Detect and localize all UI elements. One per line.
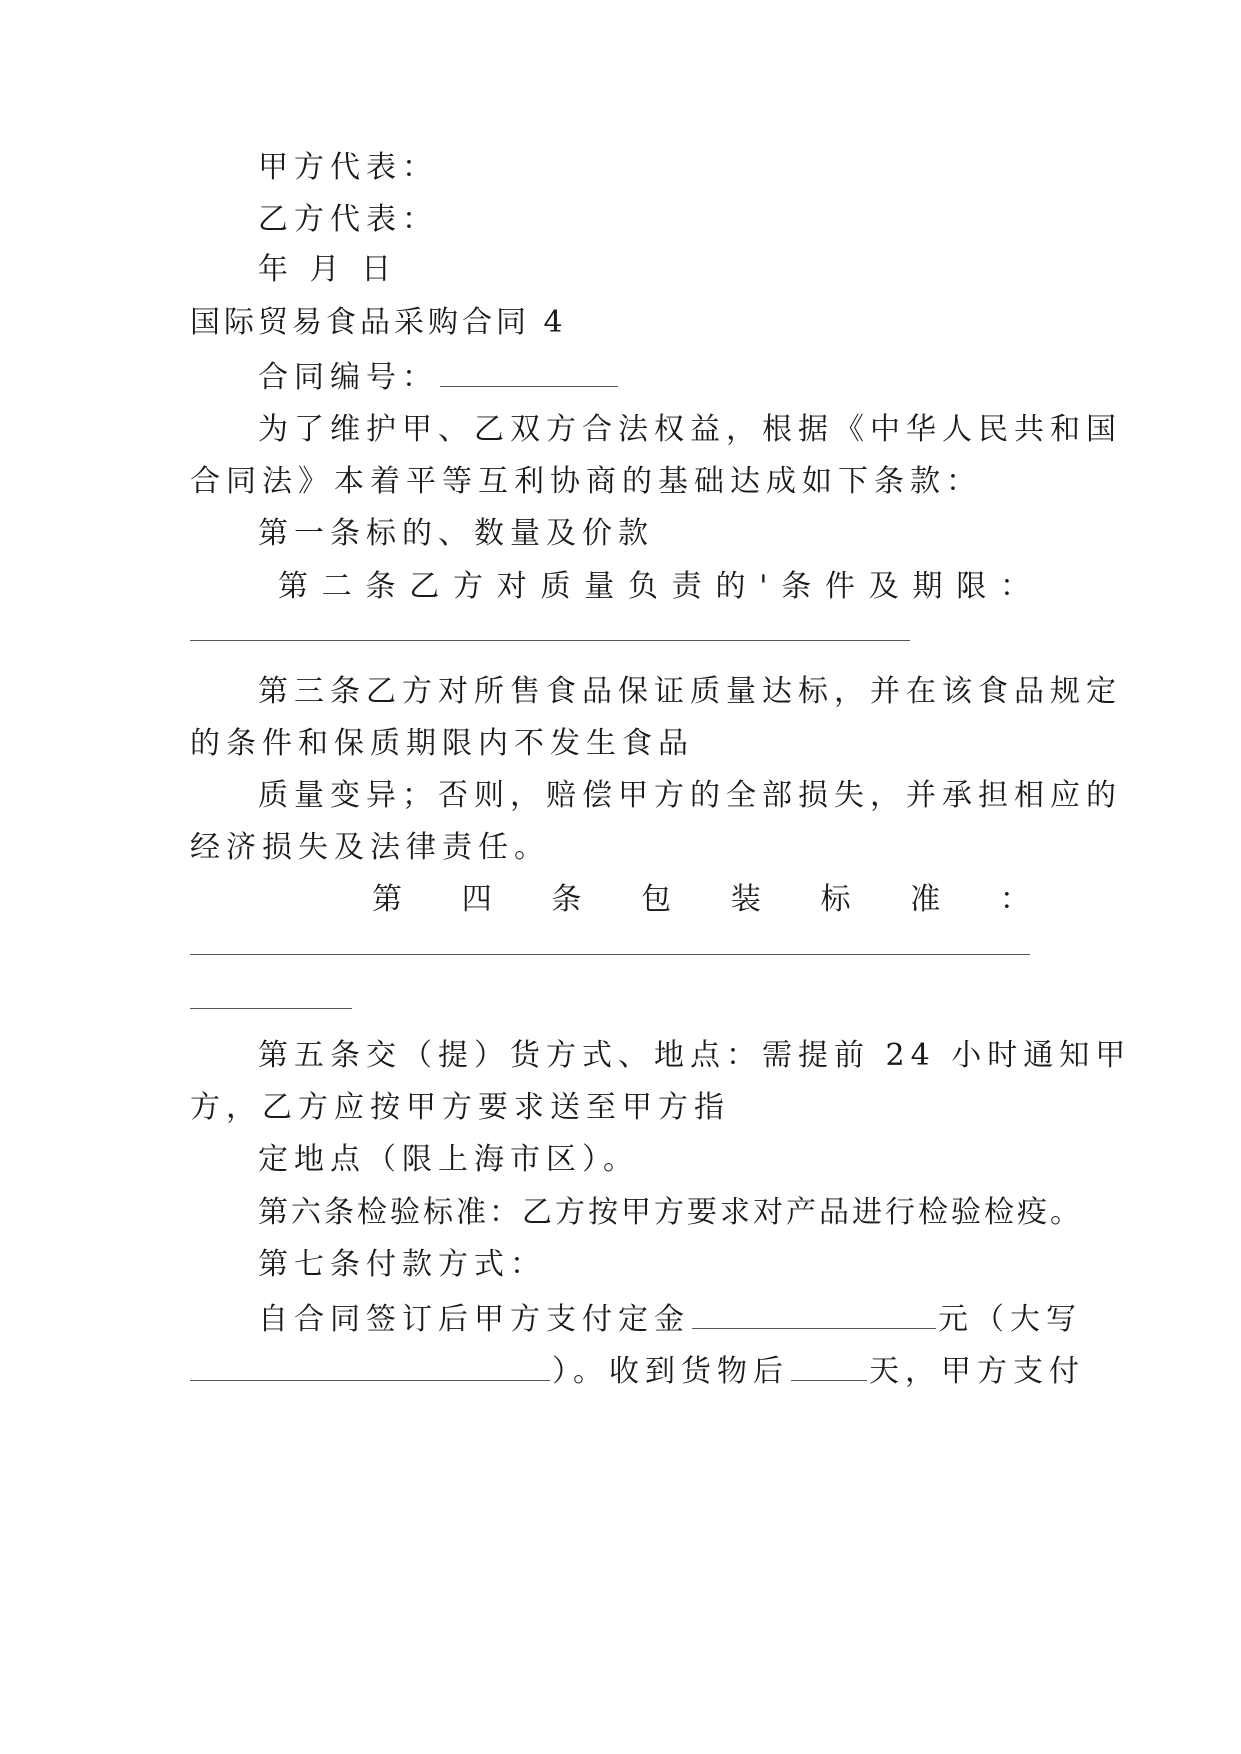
payment-party-a-pays: 天，甲方支付 <box>869 1354 1085 1389</box>
article-3-line-4: 经济损失及法律责任。 <box>190 830 550 865</box>
article-7: 第七条付款方式： <box>258 1247 546 1282</box>
article-4-char: 装 <box>730 882 761 917</box>
article-2-char: 条 <box>781 569 812 604</box>
article-4-char: 四 <box>461 882 492 917</box>
article-2-char: 第 <box>278 569 308 604</box>
article-4-char: 准 <box>910 882 941 917</box>
intro-line-2: 合同法》本着平等互利协商的基础达成如下条款： <box>190 464 982 499</box>
date-line: 年 月 日 <box>258 252 398 287</box>
contract-title: 国际贸易食品采购合同 4 <box>190 305 567 340</box>
article-2-char: 的 <box>715 569 746 604</box>
article-4-char: 包 <box>641 882 672 917</box>
payment-received-label: ）。收到货物后 <box>552 1354 789 1389</box>
payment-capital-label: 元（大写 <box>938 1302 1082 1337</box>
article-2-blank <box>190 640 910 641</box>
article-1: 第一条标的、数量及价款 <box>258 516 654 551</box>
payment-line-2 <box>190 1350 1085 1390</box>
article-2-char: 乙 <box>409 569 440 604</box>
article-3-line-1: 第三条乙方对所售食品保证质量达标，并在该食品规定 <box>258 674 1122 709</box>
article-2-char: 负 <box>628 569 658 604</box>
party-b-representative: 乙方代表： <box>258 202 438 237</box>
article-4-blank-line-1 <box>190 954 1030 955</box>
article-5-line-1: 第五条交（提）货方式、地点：需提前 24 小时通知甲 <box>258 1038 1132 1073</box>
article-2-char: 二 <box>321 569 352 604</box>
contract-number-line <box>258 356 1060 396</box>
article-4-char: 第 <box>372 882 402 917</box>
article-2-char: 方 <box>453 569 483 604</box>
article-2-char: 件 <box>825 569 855 604</box>
contract-number-blank <box>440 356 618 387</box>
article-2-char: 限 <box>956 569 987 604</box>
contract-number-label: 合同编号： <box>258 360 438 395</box>
article-2-char: 期 <box>912 569 943 604</box>
article-6: 第六条检验标准：乙方按甲方要求对产品进行检验检疫。 <box>258 1195 1083 1230</box>
article-4 <box>372 880 1030 920</box>
article-2-char: 对 <box>496 569 527 604</box>
payment-line-1 <box>258 1298 1082 1338</box>
article-4-char: 标 <box>820 882 851 917</box>
article-4-char: ： <box>999 882 1030 917</box>
capital-amount-blank <box>190 1350 550 1381</box>
days-blank <box>791 1350 867 1381</box>
article-2-char: 质 <box>540 569 571 604</box>
article-2-char: 条 <box>365 569 396 604</box>
intro-line-1: 为了维护甲、乙双方合法权益，根据《中华人民共和国 <box>258 412 1122 447</box>
article-5-line-3: 定地点（限上海市区）。 <box>258 1142 639 1177</box>
article-2-char: ： <box>1000 569 1030 604</box>
article-3-line-2: 的条件和保质期限内不发生食品 <box>190 726 694 761</box>
article-4-blank-line-2 <box>190 1008 352 1009</box>
article-2-char: 及 <box>868 569 899 604</box>
article-3-line-3: 质量变异；否则，赔偿甲方的全部损失，并承担相应的 <box>258 778 1122 813</box>
article-2-char: 量 <box>584 569 615 604</box>
article-5-line-2: 方，乙方应按甲方要求送至甲方指 <box>190 1090 730 1125</box>
article-2-char: 责 <box>671 569 702 604</box>
payment-deposit-label: 自合同签订后甲方支付定金 <box>258 1302 690 1337</box>
article-4-char: 条 <box>551 882 582 917</box>
party-a-representative: 甲方代表： <box>258 150 438 185</box>
article-2-char: ' <box>759 569 768 604</box>
article-2 <box>278 567 1030 607</box>
deposit-amount-blank <box>692 1298 936 1329</box>
